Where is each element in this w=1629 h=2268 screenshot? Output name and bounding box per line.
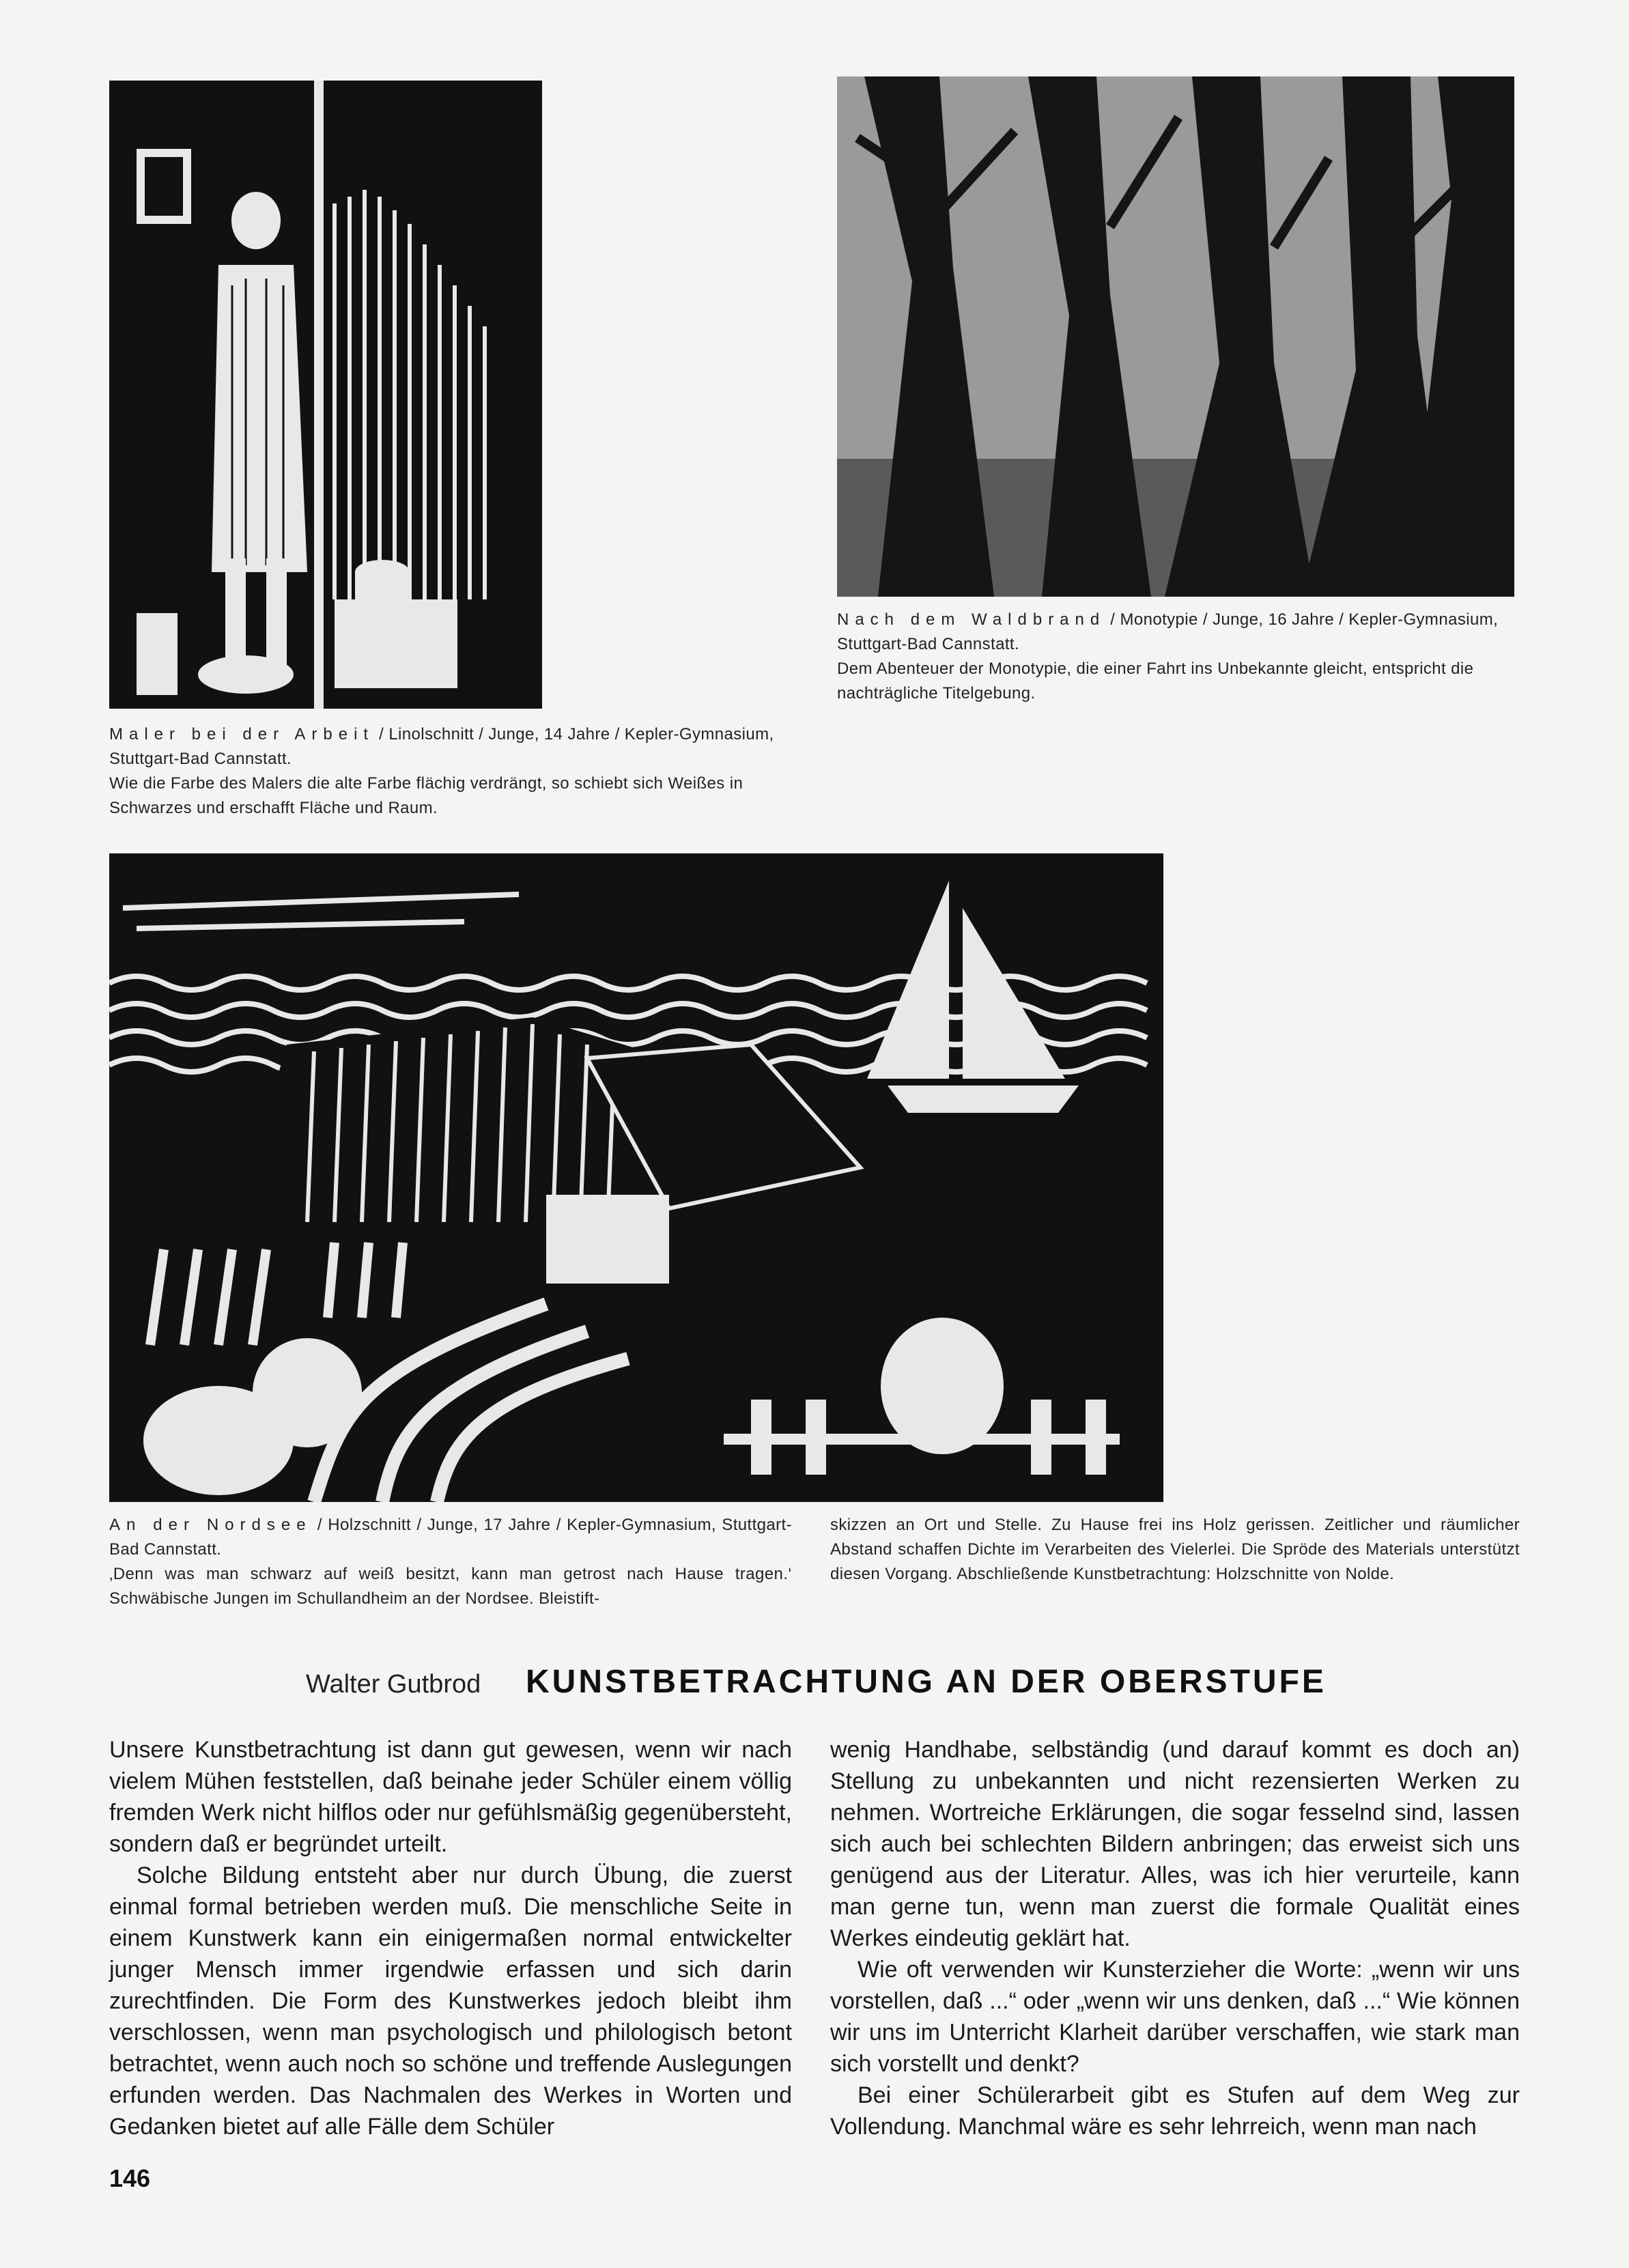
caption-waldbrand-desc: Dem Abenteuer der Monotypie, die einer Fahrt ins Unbekannte gleicht, entspricht die nachträgliche Titelgebung. xyxy=(837,660,1474,703)
caption-maler-desc: Wie die Farbe des Malers die alte Farbe flächig verdrängt, so schiebt sich Weißes in Schwarzes und erschafft Fläche und Raum. xyxy=(109,774,743,817)
article-paragraph: Wie oft verwenden wir Kunsterzieher die Worte: „wenn wir uns vorstellen, daß ...“ oder „wenn wir uns denken, daß ...“ Wie können wir uns im Unterricht Klarheit darüber verschaffen, wie stark man sich vorstellt und denkt? xyxy=(830,1957,1520,2077)
article-paragraph: Solche Bildung entsteht aber nur durch Übung, die zuerst einmal formal betrieben werden muß. Die menschliche Seite in einem Kunstwerk kann ein einigermaßen normal entwickelter junger Mensch immer irgendwie erfassen und sich darin zurechtfinden. Die Form des Kunstwerkes jedoch bleibt ihm verschlossen, wenn man psychologisch und philologisch betont betrachtet, wenn auch noch so schöne und treffende Auslegungen erfunden werden. Das Nachmalen des Werkes in Worten und Gedanken bietet auf alle Fälle dem Schüler xyxy=(109,1862,792,2140)
caption-waldbrand-meta: / Monotypie / Junge, 16 Jahre / Kepler-Gymnasium, Stuttgart-Bad Cannstatt. xyxy=(837,610,1499,653)
article-title: KUNSTBETRACHTUNG AN DER OBERSTUFE xyxy=(526,1664,1327,1700)
caption-nordsee-desc-right: skizzen an Ort und Stelle. Zu Hause frei ins Holz gerissen. Zeitlicher und räumlicher Abstand schaffen Dichte im Verarbeiten des Vielerlei. Die Spröde des Materials unterstützt diesen Vorgang. Abschließende Kunstbetrachtung: Holzschnitte von Nolde. xyxy=(830,1516,1520,1583)
caption-nordsee-left xyxy=(109,1513,792,1611)
caption-nordsee-title: An der Nordsee xyxy=(109,1516,312,1534)
caption-maler-meta: / Linolschnitt / Junge, 14 Jahre / Kepler-Gymnasium, Stuttgart-Bad Cannstatt. xyxy=(109,725,774,768)
page-number: 146 xyxy=(109,2164,151,2192)
linocut-painter-image xyxy=(109,81,542,709)
article-author: Walter Gutbrod xyxy=(306,1670,481,1699)
article-column-left xyxy=(109,1734,792,2142)
article-paragraph: Bei einer Schülerarbeit gibt es Stufen auf dem Weg zur Vollendung. Manchmal wäre es sehr lehrreich, wenn man nach xyxy=(830,2082,1520,2140)
caption-nordsee-desc-left: ‚Denn was man schwarz auf weiß besitzt, kann man getrost nach Hause tragen.‘ Schwäbische Jungen im Schullandheim an der Nordsee. Bleistift- xyxy=(109,1565,792,1608)
caption-waldbrand xyxy=(837,608,1514,706)
woodcut-north-sea-image xyxy=(109,853,1163,1502)
caption-maler-title: Maler bei der Arbeit xyxy=(109,725,375,743)
article-paragraph: wenig Handhabe, selbständig (und darauf kommt es doch an) Stellung zu unbekannten und nicht rezensierten Werken zu nehmen. Wortreiche Erklärungen, die sogar fesselnd sind, lassen sich auch bei schlechten Bildern anbringen; das erweist sich uns genügend aus der Literatur. Alles, was ich hier verurteile, kann man gerne tun, wenn man zuerst die formale Qualität eines Werkes eindeutig geklärt hat. xyxy=(830,1737,1520,1951)
caption-nordsee-right xyxy=(830,1513,1520,1587)
caption-nordsee-meta: / Holzschnitt / Junge, 17 Jahre / Kepler-Gymnasium, Stuttgart-Bad Cannstatt. xyxy=(109,1516,792,1559)
caption-waldbrand-title: Nach dem Waldbrand xyxy=(837,610,1106,629)
article-column-right xyxy=(830,1734,1520,2142)
caption-maler xyxy=(109,722,799,821)
article-paragraph: Unsere Kunstbetrachtung ist dann gut gewesen, wenn wir nach vielem Mühen feststellen, daß beinahe jeder Schüler einem völlig fremden Werk nicht hilflos oder nur gefühlsmäßig gegenübersteht, sondern daß er begründet urteilt. xyxy=(109,1737,792,1857)
monotype-forest-image xyxy=(837,76,1514,597)
